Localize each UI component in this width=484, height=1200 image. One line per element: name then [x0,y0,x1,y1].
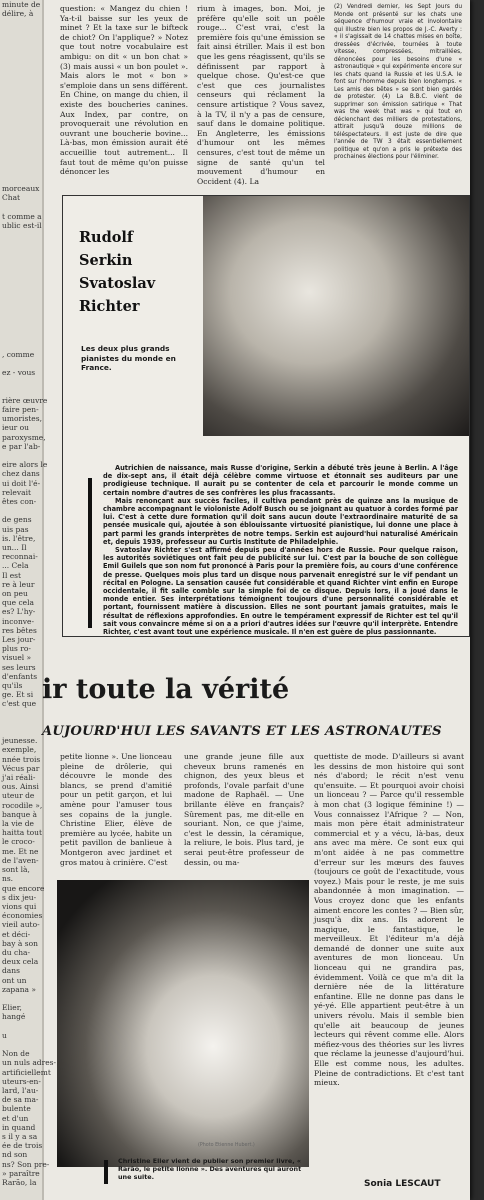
feature-text: Autrichien de naissance, mais Russe d'origine, Serkin a débuté très jeune à Berlin. A l'âge de dix-sept ans, il était déjà célèbre comme virtuose et étonnait ses auditeurs par une prodigieuse technique. Il aurait pu se contenter de cela et parcourir le monde comme un certain nombre d'autres de ses confrères les plus fracassants. Mais renonçant aux succès faciles, il cultiva pendant près de quinze ans la musique de chambre accompagnant le violoniste Adolf Busch ou se joignant au quatuor à cordes formé par lui. C'est à cette dure formation qu'il doit sans aucun doute l'extraordinaire maturité de sa pensée musicale qui, ajoutée à son éblouissante virtuosité pianistique, lui donne une place à part parmi les grands interprètes de notre temps. Serkin est aujourd'hui naturalisé Américain et, depuis 1939, professeur au Curtis Institute de Philadelphie. Svatoslav Richter s'est affirmé depuis peu d'années hors de Russie. Pour quelque raison, les autorités soviétiques ont fait peu de publicité sur lui. C'est par la bouche de son collègue Emil Guilels que son nom fut prononcé à Paris pour la première fois, au cours d'une conférence de presse. Quelques mois plus tard un disque nous parvenait enregistré sur le vif pendant un récital en Pologne. La sensation causée fut considérable et quand Richter vint enfin en Europe occidentale, il fit salle comble sur la simple foi de ce disque. Depuis lors, il a joué dans le monde entier. Ses interprétations témoignent toujours d'une personnalité considérable et portant, fournissent matière à discussion. Elles ne sont pourtant jamais gratuites, mais le résultat de réflexions approfondies. En outre le tempérament expressif de Richter est tel qu'il sait vous convaincre même si on a a priori d'autres idées sur l'œuvre qu'il interprète. Entendre Richter, c'est avant tout une expérience musicale. Il n'en est guère de plus passionnante. [103,464,458,637]
article-column-1: petite lionne ». Une lionceau pleine de drôlerie, qui découvre le monde des blancs, se prend d'amitié pour un petit garçon, et lui amène pour l'amuser tous ses copains de la jungle. Christine Elier, élève de première au lycée, habite un petit pavillon de banlieue à Montgeron avec jardinet et gros matou à crinière. C'est [60,752,172,867]
photo-caption: Christine Elier vient de publier son premier livre, « Rarão, le petite lionne ». Des aventures qui auront une suite. [118,1157,302,1181]
article-column-2: une grande jeune fille aux cheveux bruns ramenés en chignon, des yeux bleus et profonds, l'ovale parfait d'une madone de Raphaël. — Une brillante élève en français? Sûrement pas, me dit-elle en souriant. Non, ce que j'aime, c'est le dessin, la céramique, la reliure, le bois. Plus tard, je serai peut-être professeur de dessin, ou ma- [184,752,304,867]
left-torn-strip [0,0,57,1200]
photo-credit: (Photo Etienne Hubert.) [198,1143,255,1148]
article-signature: Sonia LESCAUT [364,1179,441,1189]
top-column-1: question: « Mangez du chien ! Ya-t-il baisse sur les yeux de minet ? Et la taxe sur le bifteck de chiot? On l'applique? » Notez que tout notre vocabulaire est ambigu: on dit « un bon chat » (3) mais aussi « un bon poulet ». Mais alors le mot « bon » s'emploie dans un sens différent. En Chine, on mange du chien, il existe des boucheries canines. Aux Index, par contre, on provoquerait une révolution en ouvrant une boucherie bovine... Là-bas, mon émission aurait été accueillie tout autrement... Il faut tout de même qu'on puisse dénoncer les [60,4,188,177]
footnotes-column: (2) Vendredi dernier, les Sept Jours du Monde ont présenté sur les chats une séquence d'humour vraie et involontaire qui illustre bien les propos de J.-C. Averty : « il s'agissait de 14 chattes mises en boîte, dressées d'écrivée, tournées à toute vitesse, compressées, mitraillées, dénoncées pour les besoins d'une « astronautique » qui expérimente encore sur les chats quand la Russie et les U.S.A. le font sur l'homme depuis bien longtemps. « Les amis des bêtes » se sont bien gardés de protester. (4) La B.B.C. vient de supprimer son émission satirique « That was the week that was » qui tout en déclenchant des milliers de protestations, attirait jusqu'à douze millions de téléspectateurs. Il est juste de dire que l'année de TW 3 était essentiellement politique et qu'on a pris le prétexte des prochaines élections pour l'éliminer. [334,4,462,160]
feature-box [62,195,470,637]
feature-bar [88,478,92,628]
article-rubric: AUJOURD'HUI LES SAVANTS ET LES ASTRONAUTES [42,724,442,739]
author-photo [57,880,309,1167]
feature-subtitle: Les deux plus grands pianistes du monde en France. [81,344,176,372]
strip-fragments: minute de délire, à morceaux Chat t comme a ublic est-il , comme ez - vous rière œuvre faire pen- umoristes, ieur ou paroxysme, e par l'ab- eire alors le chez dans ui doit l'é- relevait êtes con- de gens uis pas is. l'être, un... Il reconnai- ... Cela Il est re à leur on peu que cela es? L'hy- inconve- res bêtes Les jour- plus ro- visuel » ses leurs d'enfants qu'ils ge. Et si c'est que jeunesse. exemple, nnée trois Vécus par j'ai réali- ous. Ainsi uteur de rocodile », banque à la vie de haitta tout le croco- me. Et ne de l'aven- sont là, ns. que encore s dix jeu- vions qui économies vieil auto- et déci- bay à son du cha- deux cela dans ont un zapana » Elier, hangé u Non de un nuls adres- artificiellemt uteurs-en- lard, l'au- de sa ma- bulente et d'un in quand s il y a sa ée de trois nd son ns? Son pre- » paraître Rarão, la [2,0,57,1187]
article-column-3: quettiste de mode. D'ailleurs si avant les dessins de mon histoire qui sont nés d'abord; le récit n'est venu qu'ensuite. — Et pourquoi avoir choisi un lionceau ? — Parce qu'il ressemble à mon chat (3 logique féminine !) — Vous connaissez l'Afrique ? — Non, mais mon père était administrateur commercial et y a vécu, là-bas, deux ans avec ma mère. Ce sont eux qui m'ont aidée à ne pas commettre d'erreur sur les mœurs des fauves (toujours ce goût de l'exactitude, vous voyez.) Mais pour le reste, je me suis abandonnée à mon imagination. — Vous croyez donc que les enfants aiment encore les contes ? — Bien sûr, jusqu'à dix ans. Ils adorent le magique, le fantastique, le merveilleux. Et l'éditeur m'a déjà demandé de donner une suite aux aventures de mon lionceau. Un lionceau qui ne grandira pas, évidemment. Voilà ce que m'a dit la dernière née de la littérature enfantine. Elle ne donne pas dans le yé-yé. Elle appartient peut-être à un univers révolu. Mais il semble bien qu'elle ait beaucoup de jeunes lecteurs qui rêvent comme elle. Alors méfiez-vous des théories sur les livres que réclame la jeunesse d'aujourd'hui. Elle est comme nous, les adultes. Pleine de contradictions. Et c'est tant mieux. [314,752,464,1088]
caption-bar [104,1160,108,1184]
pianists-photo [203,196,469,436]
article-headline: ir toute la vérité [42,674,290,705]
top-column-2: rium à images, bon. Moi, je préfère qu'elle soit un poële rouge... C'est vrai, c'est la première fois qu'une émission se fait ainsi étriller. Mais il est bon que les gens réagissent, qu'ils se définissent par rapport à quelque chose. Qu'est-ce que c'est que ces journalistes censeurs qui réclament la censure artistique ? Vous savez, à la TV, il n'y a pas de censure, sauf dans le domaine politique. En Angleterre, les émissions d'humour ont les mêmes censures, c'est tout de même un signe de santé qu'un tel mouvement d'humour en Occident (4). La [197,4,325,186]
feature-names: Rudolf Serkin Svatoslav Richter [79,229,156,315]
